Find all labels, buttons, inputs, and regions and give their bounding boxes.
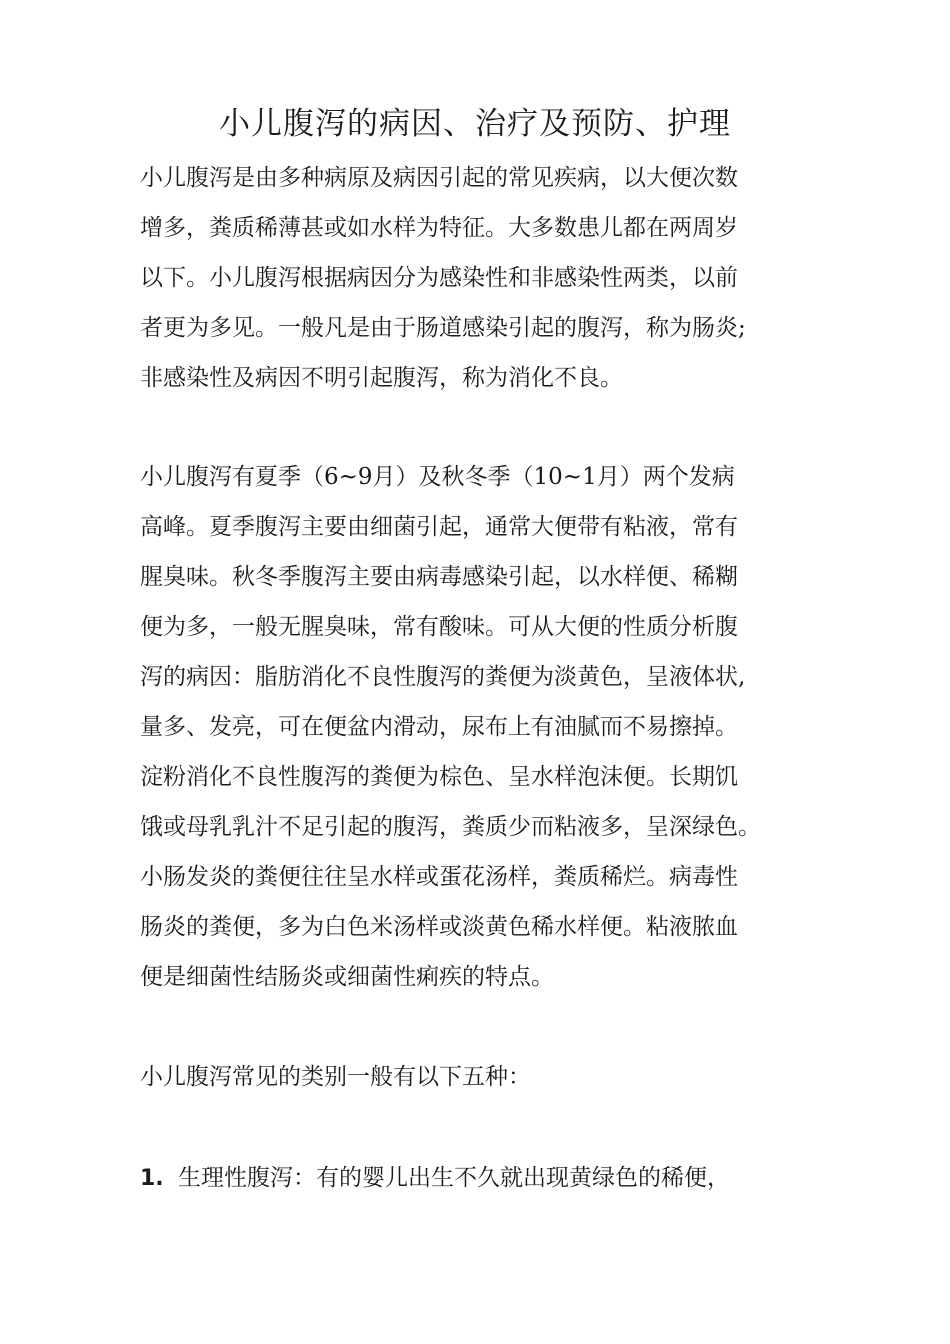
text-line: 肠炎的粪便，多为白色米汤样或淡黄色稀水样便。粘液脓血 bbox=[140, 914, 738, 940]
text-line: 非感染性及病因不明引起腹泻，称为消化不良。 bbox=[140, 365, 623, 391]
paragraph-types-intro bbox=[140, 1052, 840, 1102]
text-line: 腥臭味。秋冬季腹泻主要由病毒感染引起，以水样便、稀糊 bbox=[140, 564, 738, 590]
document-title: 小儿腹泻的病因、治疗及预防、护理 bbox=[219, 106, 731, 142]
text-line: 增多，粪质稀薄甚或如水样为特征。大多数患儿都在两周岁 bbox=[140, 215, 738, 241]
text-line: 小儿腹泻常见的类别一般有以下五种： bbox=[140, 1064, 531, 1090]
paragraph-seasons bbox=[140, 452, 840, 1002]
list-item-line bbox=[140, 1153, 840, 1204]
text-line: 便是细菌性结肠炎或细菌性痢疾的特点。 bbox=[140, 964, 554, 990]
text-line: 者更为多见。一般凡是由于肠道感染引起的腹泻，称为肠炎; bbox=[140, 315, 746, 341]
text-line: 泻的病因：脂肪消化不良性腹泻的粪便为淡黄色，呈液体状, bbox=[140, 664, 746, 690]
text-line: 小儿腹泻是由多种病原及病因引起的常见疾病，以大便次数 bbox=[140, 165, 738, 191]
list-item-number: 1. bbox=[140, 1166, 164, 1191]
text-line: 以下。小儿腹泻根据病因分为感染性和非感染性两类，以前 bbox=[140, 265, 738, 291]
text-line: 量多、发亮，可在便盆内滑动，尿布上有油腻而不易擦掉。 bbox=[140, 714, 738, 740]
list-item-text: 生理性腹泻：有的婴儿出生不久就出现黄绿色的稀便， bbox=[178, 1165, 730, 1191]
text-line: 小肠发炎的粪便往往呈水样或蛋花汤样，粪质稀烂。病毒性 bbox=[140, 864, 738, 890]
text-line: 小儿腹泻有夏季（6~9月）及秋冬季（10~1月）两个发病 bbox=[140, 464, 735, 490]
text-line: 高峰。夏季腹泻主要由细菌引起，通常大便带有粘液，常有 bbox=[140, 514, 738, 540]
text-line: 便为多，一般无腥臭味，常有酸味。可从大便的性质分析腹 bbox=[140, 614, 738, 640]
list-item-1 bbox=[140, 1153, 840, 1204]
text-line: 淀粉消化不良性腹泻的粪便为棕色、呈水样泡沫便。长期饥 bbox=[140, 764, 738, 790]
paragraph-intro bbox=[140, 153, 840, 403]
text-line: 饿或母乳乳汁不足引起的腹泻，粪质少而粘液多，呈深绿色。 bbox=[140, 814, 761, 840]
